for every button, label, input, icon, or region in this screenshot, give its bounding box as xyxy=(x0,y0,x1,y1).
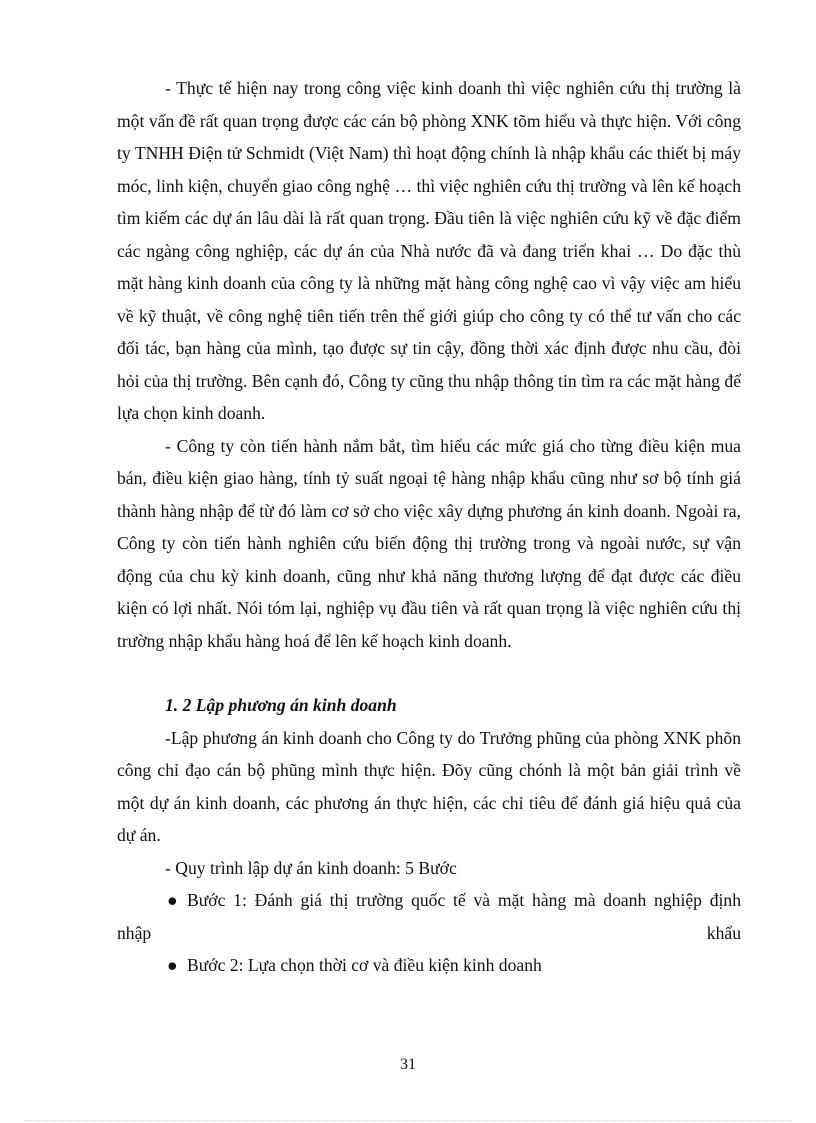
section-heading: 1. 2 Lập phương án kinh doanh xyxy=(165,695,397,715)
list-item-step-1-line1: Bước 1: Đánh giá thị trường quốc tế và mặt hàng mà doanh nghiệp định xyxy=(187,890,741,910)
list-item-step-1-word-right: khẩu xyxy=(706,922,741,943)
list-item-step-1-continuation xyxy=(117,917,741,950)
list-item-step-1 xyxy=(117,884,741,917)
bullet-icon: ● xyxy=(167,955,178,975)
paragraph-business-plan: -Lập phương án kinh doanh cho Công ty do Trưởng phũng của phòng XNK phõn công chỉ đạo cán bộ phũng mình thực hiện. Đõy cũng chónh là một bản giải trình về một dự án kinh doanh, các phương án thực hiện, các chỉ tiêu để đánh giá hiệu quả của dự án. xyxy=(117,727,741,845)
paragraph-market-research: - Thực tế hiện nay trong công việc kinh doanh thì việc nghiên cứu thị trường là một vấn đề rất quan trọng được các cán bộ phòng XNK tõm hiểu và thực hiện. Với công ty TNHH Điện tử Schmidt (Việt Nam) thì hoạt động chính là nhập khẩu các thiết bị máy móc, linh kiện, chuyển giao công nghệ … thì việc nghiên cứu thị trường và lên kế hoạch tìm kiếm các dự án lâu dài là rất quan trọng. Đầu tiên là việc nghiên cứu kỹ về đặc điểm các ngàng công nghiệp, các dự án của Nhà nước đã và đang triển khai … Do đặc thù mặt hàng kinh doanh của công ty là những mặt hàng công nghệ cao vì vậy việc am hiểu về kỹ thuật, về công nghệ tiên tiến trên thế giới giúp cho công ty có thể tư vấn cho các đối tác, bạn hàng của mình, tạo được sự tin cậy, đồng thời xác định được nhu cầu, đòi hỏi của thị trường. Bên cạnh đó, Công ty cũng thu nhập thông tin tìm ra các mặt hàng để lựa chọn kinh doanh. xyxy=(117,78,741,423)
page-number: 31 xyxy=(400,1056,416,1073)
bullet-icon: ● xyxy=(167,890,178,910)
paragraph-process-steps: - Quy trình lập dự án kinh doanh: 5 Bước xyxy=(165,857,457,878)
page-bottom-divider xyxy=(24,1120,792,1121)
section-spacer xyxy=(117,657,741,689)
document-body xyxy=(117,72,741,982)
paragraph-price-research: - Công ty còn tiến hành nắm bắt, tìm hiểu các mức giá cho từng điều kiện mua bán, điều kiện giao hàng, tính tỷ suất ngoại tệ hàng nhập khẩu cũng như sơ bộ tính giá thành hàng nhập để từ đó làm cơ sở cho việc xây dựng phương án kinh doanh. Ngoài ra, Công ty còn tiến hành nghiên cứu biến động thị trường trong và ngoài nước, sự vận động của chu kỳ kinh doanh, cũng như khả năng thương lượng để đạt được các điều kiện có lợi nhất. Nói tóm lại, nghiệp vụ đầu tiên và rất quan trọng là việc nghiên cứu thị trường nhập khẩu hàng hoá để lên kế hoạch kinh doanh. xyxy=(117,435,741,651)
list-item-step-2 xyxy=(117,949,741,982)
list-item-step-1-word-left: nhập xyxy=(117,922,152,943)
list-item-step-2-text: Bước 2: Lựa chọn thời cơ và điều kiện kinh doanh xyxy=(187,955,542,975)
